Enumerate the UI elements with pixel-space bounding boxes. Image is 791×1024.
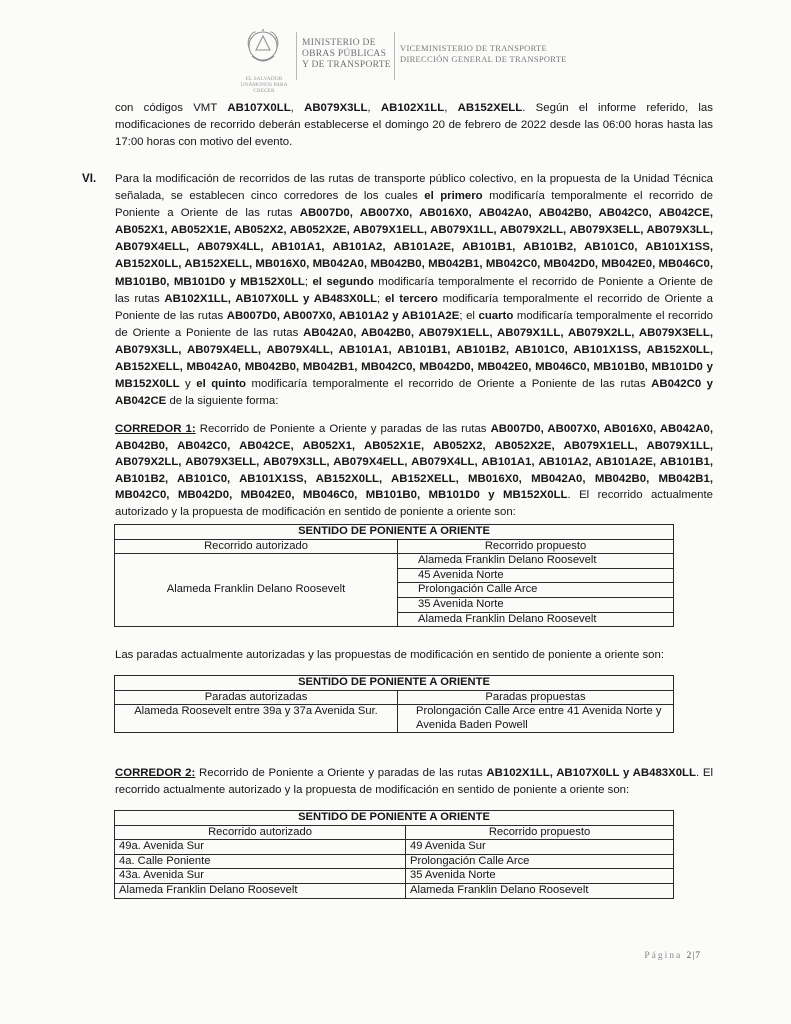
- section-numeral: VI.: [82, 172, 97, 185]
- text: ,: [444, 102, 458, 114]
- text: . Según el informe referido, las modificaciones de recorrido deberán establecerse el domingo 20 de febrero de 2022 desde las 06:00 horas hasta las 17:00 horas con motivo del evento.: [115, 102, 713, 149]
- section-vi-paragraph: [115, 171, 713, 410]
- emphasis: cuarto: [478, 309, 514, 322]
- table-cell: Alameda Franklin Delano Roosevelt: [406, 883, 674, 898]
- text: . El recorrido actualmente autorizado y la propuesta de modificación en sentido de poniente a oriente son:: [115, 489, 713, 518]
- text: modificaría temporalmente el recorrido de Oriente a Poniente de las rutas: [115, 309, 713, 339]
- route-code: AB152XELL: [457, 102, 523, 114]
- table-title: SENTIDO DE PONIENTE A ORIENTE: [115, 676, 674, 691]
- table-cell: Alameda Roosevelt entre 39a y 37a Avenida Sur.: [115, 705, 398, 733]
- route-list: AB102X1LL, AB107X0LL y AB483X0LL: [164, 292, 378, 305]
- vice-ministry-name: [400, 43, 567, 65]
- text: de la siguiente forma:: [166, 395, 279, 408]
- text: ; el: [459, 309, 479, 322]
- column-header: Recorrido propuesto: [406, 825, 674, 840]
- table-cell: [398, 705, 674, 733]
- route-list: AB102X1LL, AB107X0LL y AB483X0LL: [486, 767, 696, 779]
- table-cell: Alameda Franklin Delano Roosevelt: [398, 554, 674, 569]
- table-cell: Alameda Franklin Delano Roosevelt: [115, 554, 398, 627]
- text: modificaría temporalmente el recorrido de Poniente a Oriente de las rutas: [115, 190, 713, 220]
- corredor-2-paragraph: [115, 765, 713, 798]
- vice-line: DIRECCIÓN GENERAL DE TRANSPORTE: [400, 54, 567, 64]
- text: ,: [290, 102, 305, 114]
- route-list: AB007D0, AB007X0, AB016X0, AB042A0, AB042B0, AB042C0, AB042CE, AB052X1, AB052X1E, AB052X2, AB052X2E, AB079X1ELL, AB079X1LL, AB079X2LL, AB079X3ELL, AB079X3LL, AB079X4ELL, AB079X4LL, AB101A1, AB101A2, AB101A2E, AB101B1, AB101B2, AB101C0, AB101X1SS, AB152X0LL, AB152XELL, MB016X0, MB042A0, MB042B0, MB042B1, MB042C0, MB042D0, MB042E0, MB046C0, MB101B0, MB101D0 y MB152X0LL: [115, 423, 713, 502]
- corredor-label: CORREDOR 2:: [115, 767, 196, 779]
- table-cell: 35 Avenida Norte: [406, 869, 674, 884]
- paradas-table: [114, 675, 674, 733]
- table-cell: 49 Avenida Sur: [406, 840, 674, 855]
- intro-paragraph: [115, 100, 713, 152]
- text: con códigos VMT: [115, 102, 228, 114]
- text: Recorrido de Poniente a Oriente y paradas de las rutas: [195, 767, 487, 779]
- route-code: AB107X0LL: [227, 102, 291, 114]
- crest-caption: EL SALVADOR UNÁMONOS PARA CRECER: [240, 76, 288, 94]
- letterhead: [232, 22, 592, 94]
- recorrido-table-2: [114, 810, 674, 899]
- column-header: Recorrido propuesto: [398, 539, 674, 554]
- corredor-1-paragraph: [115, 421, 713, 521]
- ministry-line: MINISTERIO DE: [302, 38, 376, 48]
- route-list: AB042A0, AB042B0, AB079X1ELL, AB079X1LL, AB079X2LL, AB079X3ELL, AB079X3LL, AB079X4ELL, AB079X4LL, AB101A1, AB101B1, AB101B2, AB101C0, AB101X1SS, AB152X0LL, AB152XELL, MB042A0, MB042B0, MB042B1, MB042C0, MB042D0, MB042E0, MB046C0, MB101B0, MB101D0 y MB152X0LL: [115, 326, 713, 391]
- page-label: Página: [644, 951, 683, 961]
- table-cell: 43a. Avenida Sur: [115, 869, 406, 884]
- ministry-line: Y DE TRANSPORTE: [302, 60, 391, 70]
- column-header: Paradas propuestas: [398, 690, 674, 705]
- emphasis: el tercero: [384, 292, 438, 305]
- header-divider: [394, 32, 395, 80]
- text: ;: [377, 292, 385, 305]
- coat-of-arms-icon: [240, 26, 286, 78]
- table-cell: 35 Avenida Norte: [398, 597, 674, 612]
- route-code: AB102X1LL: [380, 102, 445, 114]
- text: modificaría temporalmente el recorrido de Oriente a Poniente de las rutas: [246, 378, 652, 391]
- column-header: Recorrido autorizado: [115, 539, 398, 554]
- table-cell: 45 Avenida Norte: [398, 568, 674, 583]
- table-title: SENTIDO DE PONIENTE A ORIENTE: [115, 811, 674, 826]
- text: modificaría temporalmente el recorrido de Poniente a Oriente de las rutas: [115, 275, 713, 305]
- text: y: [179, 378, 197, 391]
- text: Para la modificación de recorridos de las rutas de transporte público colectivo, en la propuesta de la Unidad Técnica señalada, se establecen cinco corredores de los cuales: [115, 173, 713, 203]
- table-cell: 4a. Calle Poniente: [115, 854, 406, 869]
- table-cell: 49a. Avenida Sur: [115, 840, 406, 855]
- corredor-label: CORREDOR 1:: [115, 423, 196, 435]
- table-title: SENTIDO DE PONIENTE A ORIENTE: [115, 525, 674, 540]
- route-code: AB079X3LL: [304, 102, 368, 114]
- ministry-line: OBRAS PÚBLICAS: [302, 49, 387, 59]
- table-cell: Prolongación Calle Arce: [398, 583, 674, 598]
- paradas-paragraph: Las paradas actualmente autorizadas y las propuestas de modificación en sentido de poniente a oriente son:: [115, 649, 665, 661]
- emphasis: el quinto: [196, 378, 247, 391]
- text: ;: [304, 275, 313, 288]
- table-cell: Prolongación Calle Arce: [406, 854, 674, 869]
- text: modificaría temporalmente el recorrido de Oriente a Poniente de las rutas: [115, 292, 713, 322]
- header-divider: [296, 32, 297, 80]
- text: . El recorrido actualmente autorizado y la propuesta de modificación en sentido de poniente a oriente son:: [115, 767, 713, 796]
- ministry-name: [302, 38, 391, 71]
- emphasis: el segundo: [312, 275, 374, 288]
- table-cell: Alameda Franklin Delano Roosevelt: [398, 612, 674, 627]
- cell-line: Avenida Baden Powell: [416, 718, 528, 731]
- column-header: Recorrido autorizado: [115, 825, 406, 840]
- vice-line: VICEMINISTERIO DE TRANSPORTE: [400, 43, 548, 53]
- page-number: 2|7: [686, 951, 701, 961]
- emphasis: el primero: [424, 190, 483, 203]
- page-footer: [644, 951, 701, 961]
- text: Recorrido de Poniente a Oriente y paradas de las rutas: [195, 423, 491, 435]
- route-list: AB042C0 y AB042CE: [115, 378, 713, 408]
- route-list: AB007D0, AB007X0, AB016X0, AB042A0, AB042B0, AB042C0, AB042CE, AB052X1, AB052X1E, AB052X2, AB052X2E, AB079X1ELL, AB079X1LL, AB079X2LL, AB079X3ELL, AB079X3LL, AB079X4ELL, AB079X4LL, AB101A1, AB101A2, AB101A2E, AB101B1, AB101B2, AB101C0, AB101X1SS, AB152X0LL, AB152XELL, MB016X0, MB042A0, MB042B0, MB042B1, MB042C0, MB042D0, MB042E0, MB046C0, MB101B0, MB101D0 y MB152X0LL: [115, 207, 713, 288]
- route-list: AB007D0, AB007X0, AB101A2 y AB101A2E: [226, 309, 460, 322]
- table-cell: Alameda Franklin Delano Roosevelt: [115, 883, 406, 898]
- text: ,: [367, 102, 381, 114]
- column-header: Paradas autorizadas: [115, 690, 398, 705]
- recorrido-table-1: [114, 524, 674, 627]
- cell-line: Prolongación Calle Arce entre 41 Avenida Norte y: [416, 705, 662, 718]
